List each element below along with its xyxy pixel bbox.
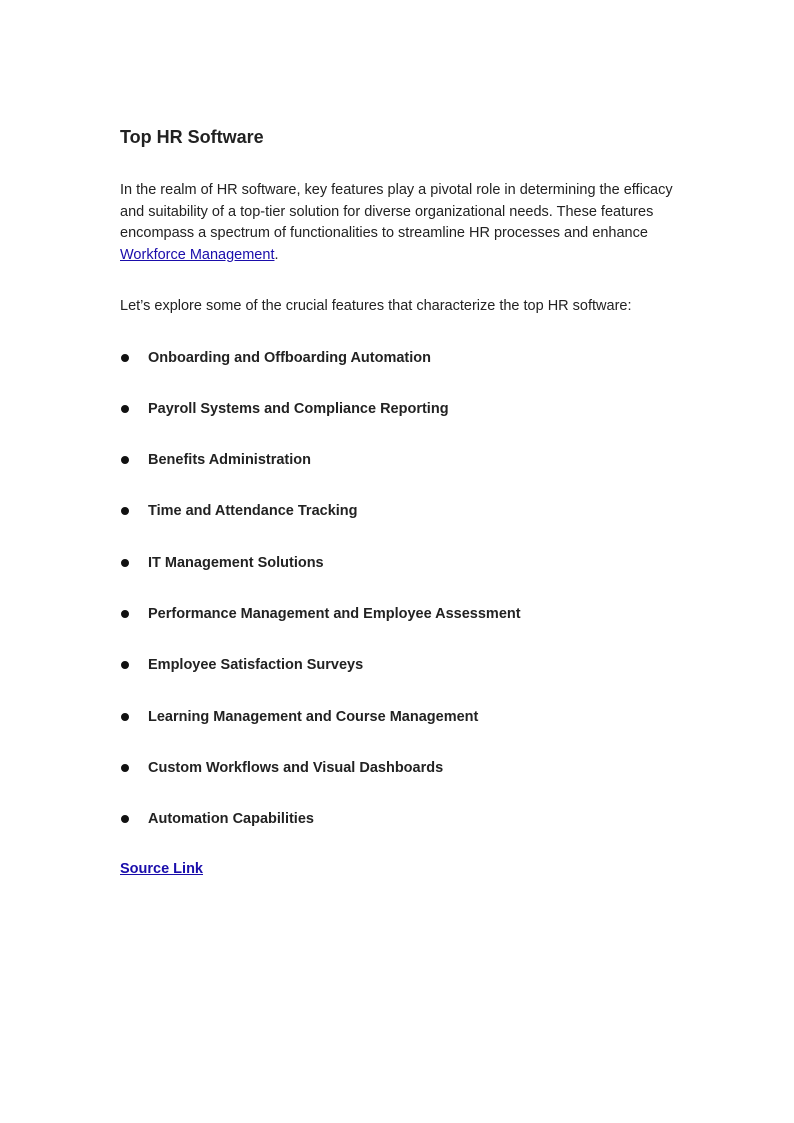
bullet-icon	[121, 815, 129, 823]
feature-label: Automation Capabilities	[148, 811, 314, 828]
feature-label: Performance Management and Employee Assessment	[148, 605, 521, 622]
explore-paragraph: Let’s explore some of the crucial features that characterize the top HR software:	[120, 298, 632, 314]
source-paragraph	[120, 859, 680, 880]
feature-label: IT Management Solutions	[148, 554, 324, 571]
document-page	[120, 124, 680, 880]
bullet-icon	[121, 661, 129, 669]
list-item	[120, 707, 680, 758]
list-item	[120, 758, 680, 809]
feature-label: Benefits Administration	[148, 452, 312, 469]
page-title: Top HR Software	[120, 127, 264, 147]
feature-label: Employee Satisfaction Surveys	[148, 657, 364, 674]
list-item	[120, 655, 680, 706]
intro-text: In the realm of HR software, key features play a pivotal role in determining the efficacy and suitability of a top-tier solution for diverse organizational needs. These features encompass a spectrum of functionalities to streamline HR processes and enhance	[120, 182, 673, 241]
bullet-icon	[121, 764, 129, 772]
list-item	[120, 501, 680, 552]
list-item	[120, 450, 680, 501]
source-link[interactable]: Source Link	[120, 861, 203, 878]
bullet-icon	[121, 559, 129, 567]
bullet-icon	[121, 610, 129, 618]
list-item	[120, 553, 680, 604]
feature-label: Learning Management and Course Management	[148, 708, 479, 725]
list-item	[120, 348, 680, 399]
feature-label: Time and Attendance Tracking	[148, 503, 358, 520]
bullet-icon	[121, 456, 129, 464]
bullet-icon	[121, 354, 129, 362]
list-item	[120, 399, 680, 450]
bullet-icon	[121, 507, 129, 515]
list-item	[120, 809, 680, 860]
workforce-management-link[interactable]: Workforce Management	[120, 246, 275, 263]
bullet-icon	[121, 713, 129, 721]
feature-label: Custom Workflows and Visual Dashboards	[148, 759, 444, 776]
list-item	[120, 604, 680, 655]
feature-label: Payroll Systems and Compliance Reporting	[148, 400, 449, 417]
feature-label: Onboarding and Offboarding Automation	[148, 349, 431, 366]
intro-period: .	[274, 246, 279, 263]
intro-paragraph	[120, 180, 680, 266]
feature-list	[120, 348, 680, 861]
bullet-icon	[121, 405, 129, 413]
